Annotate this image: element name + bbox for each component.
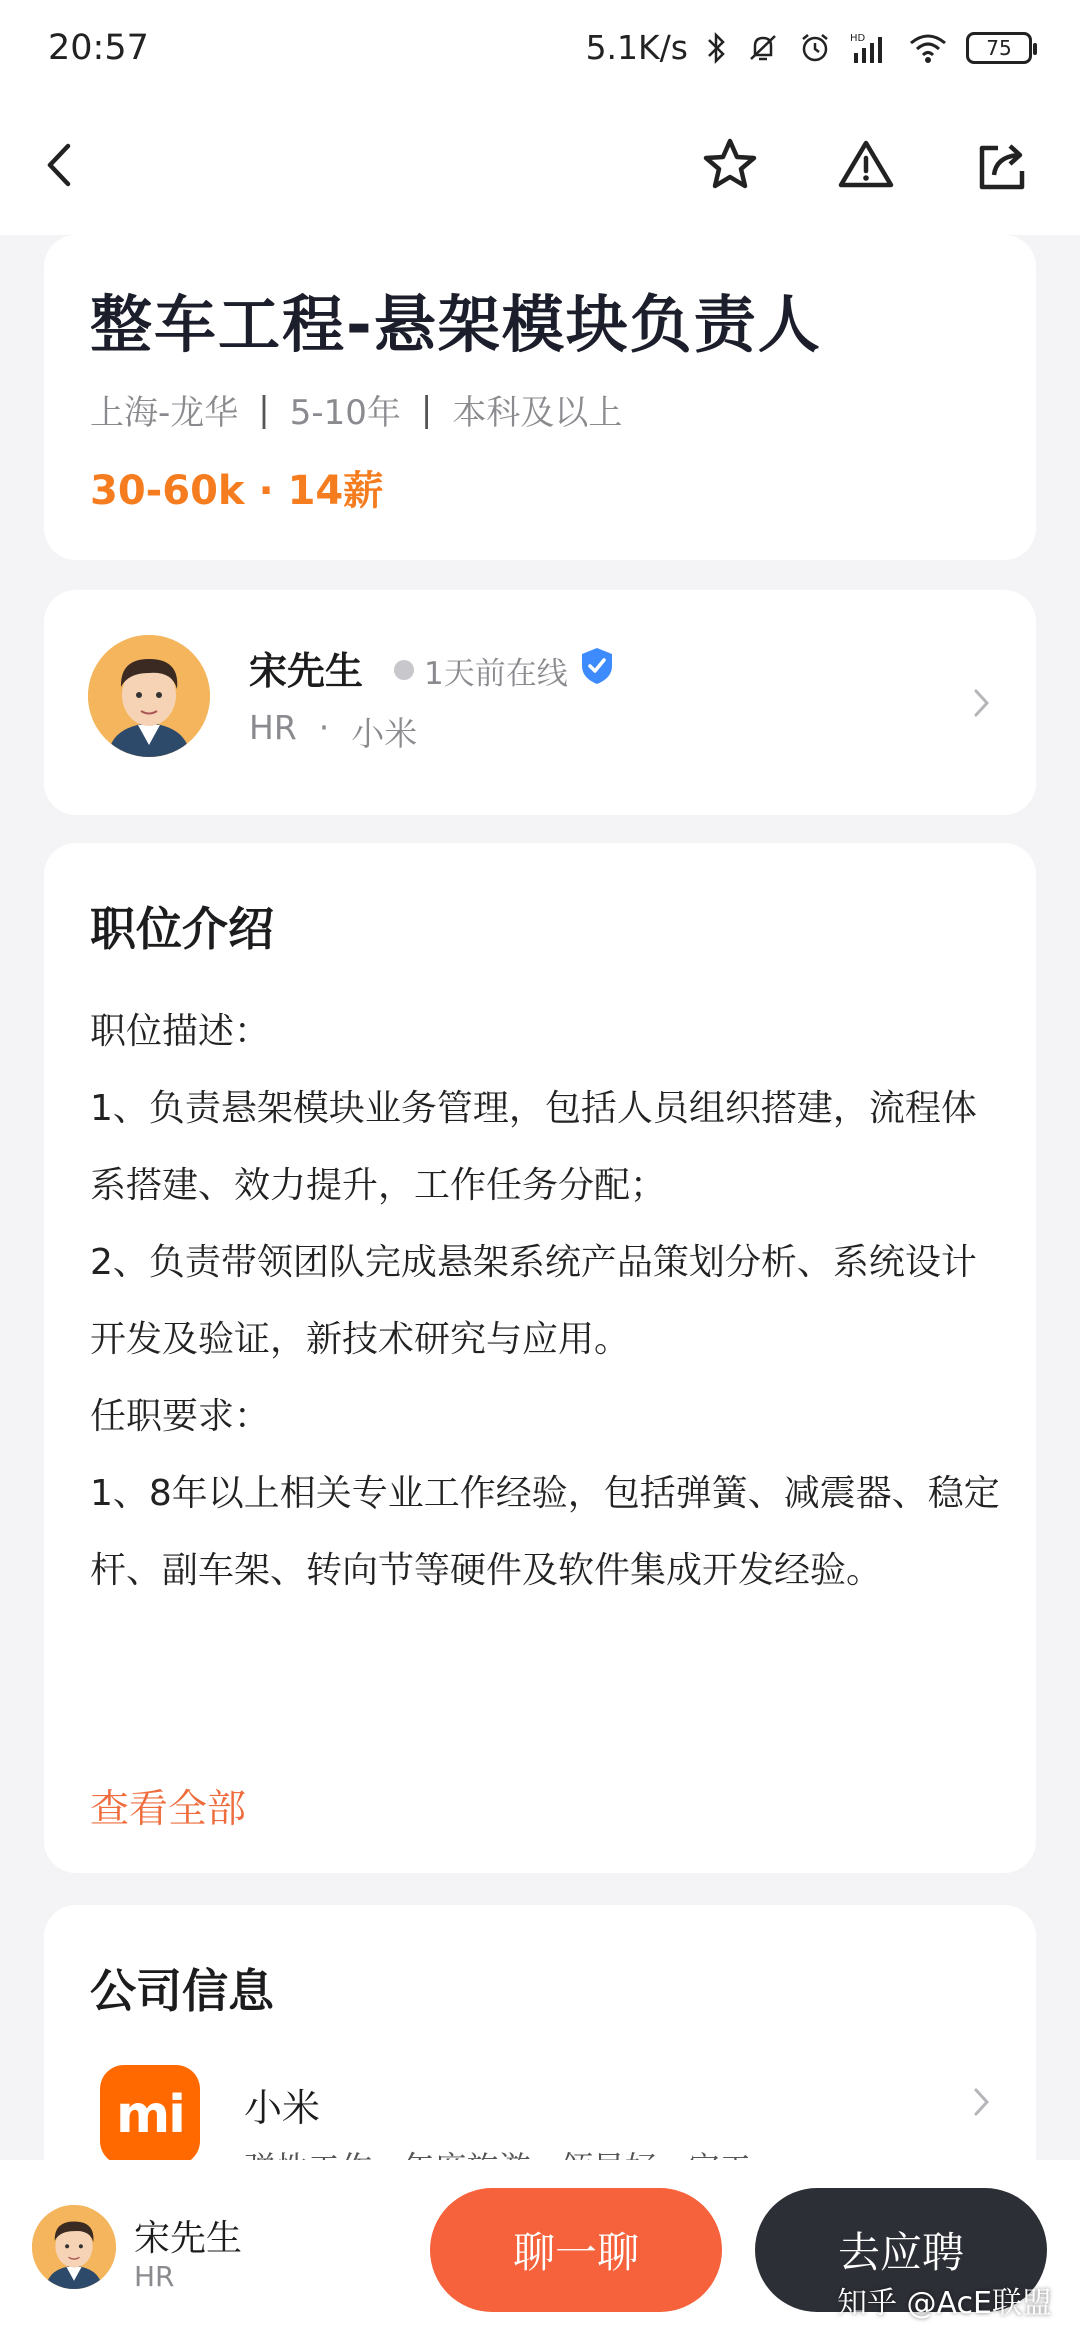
section-title: 职位介绍 (90, 902, 274, 956)
description-line: 任职要求： (90, 1396, 271, 1437)
online-status (394, 646, 616, 694)
back-icon[interactable] (28, 133, 92, 197)
avatar (88, 635, 210, 757)
dot-separator: · (318, 708, 330, 747)
job-experience: 5-10年 (289, 393, 401, 433)
share-icon[interactable] (970, 133, 1034, 197)
section-title: 公司信息 (90, 1964, 274, 2018)
svg-text:HD: HD (850, 32, 866, 44)
job-header-card (44, 235, 1036, 560)
description-line: 职位描述： (90, 1011, 271, 1052)
recruiter-role: HR (249, 708, 297, 747)
battery-level: 75 (986, 35, 1012, 60)
net-speed: 5.1K/s (585, 28, 688, 67)
apply-button[interactable]: 去应聘 (755, 2188, 1047, 2312)
job-title: 整车工程-悬架模块负责人 (90, 288, 822, 361)
recruiter-name: 宋先生 (249, 649, 364, 693)
recruiter-subtitle (249, 708, 417, 755)
job-meta (90, 385, 622, 434)
status-time: 20:57 (48, 27, 149, 68)
bottom-recruiter-name: 宋先生 (134, 2218, 243, 2259)
bottom-action-bar (0, 2160, 1080, 2340)
bluetooth-icon (706, 31, 728, 65)
recruiter-company: 小米 (351, 714, 418, 753)
job-location: 上海-龙华 (90, 393, 239, 433)
recruiter-card[interactable] (44, 590, 1036, 815)
chevron-right-icon (972, 683, 996, 723)
chat-button[interactable]: 聊一聊 (430, 2188, 722, 2312)
report-icon[interactable] (834, 133, 898, 197)
wifi-icon (908, 31, 948, 65)
watermark: 知乎 @AcE联盟 (837, 2286, 1052, 2321)
description-line: 1、8年以上相关专业工作经验，包括弹簧、减震器、稳定杆、副车架、转向节等硬件及软件集成开发经验。 (90, 1473, 1000, 1591)
chevron-right-icon (972, 2082, 996, 2122)
description-line: 1、负责悬架模块业务管理，包括人员组织搭建，流程体系搭建、效力提升，工作任务分配； (90, 1088, 977, 1206)
job-salary: 30-60k · 14薪 (90, 468, 384, 514)
status-dot (394, 660, 414, 680)
bottom-recruiter-role: HR (134, 2260, 175, 2293)
view-all-link[interactable]: 查看全部 (90, 1787, 247, 1832)
company-name: 小米 (244, 2086, 321, 2130)
battery-icon (966, 32, 1032, 64)
star-icon[interactable] (698, 133, 762, 197)
online-status-text: 1天前在线 (424, 655, 568, 692)
hd-signal-icon (850, 31, 890, 65)
verified-icon (578, 646, 616, 694)
company-logo (100, 2065, 200, 2165)
description-line: 2、负责带领团队完成悬架系统产品策划分析、系统设计开发及验证，新技术研究与应用。 (90, 1242, 977, 1360)
avatar (32, 2205, 116, 2289)
job-description-text (90, 993, 1000, 1609)
top-nav-bar (0, 95, 1080, 235)
status-icons (586, 28, 1032, 67)
company-logo-text: mi (115, 2085, 184, 2145)
job-education: 本科及以上 (452, 393, 623, 433)
job-description-card (44, 843, 1036, 1873)
meta-separator: | (258, 389, 270, 430)
alarm-icon (798, 31, 832, 65)
status-bar (0, 0, 1080, 95)
meta-separator: | (420, 389, 433, 430)
mute-icon (746, 31, 780, 65)
